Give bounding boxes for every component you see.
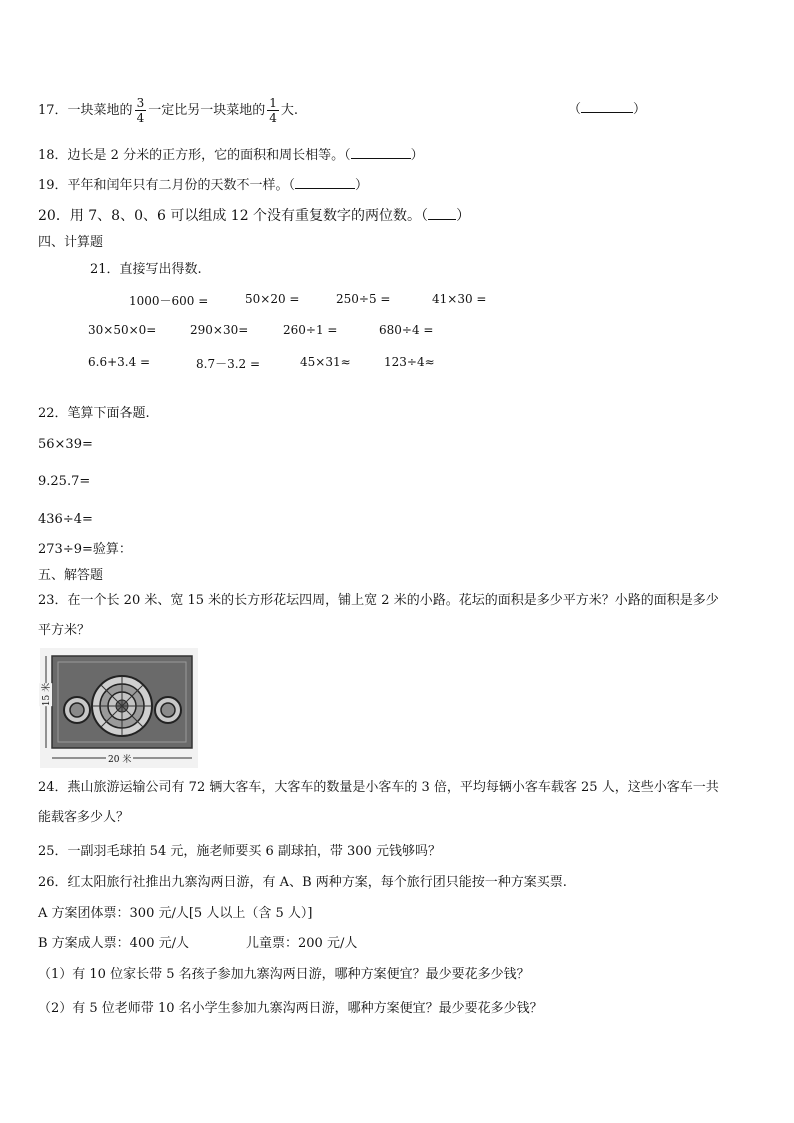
calc-item: 50×20 = — [245, 292, 300, 306]
q24-line2: 能载客多少人？ — [38, 810, 130, 825]
q26-sub1: （1）有 10 位家长带 5 名孩子参加九寨沟两日游，哪种方案便宜？最少要花多少钱？ — [38, 967, 530, 982]
section-4-heading: 四、计算题 — [38, 235, 104, 250]
question-19: 19．平年和闰年只有二月份的天数不一样。（ ） — [38, 178, 369, 193]
question-25: 25．一副羽毛球拍 54 元，施老师要买 6 副球拍，带 300 元钱够吗？ — [38, 844, 441, 859]
question-17 — [38, 96, 298, 125]
calc-item: 123÷4≈ — [384, 355, 435, 369]
q24-line1: 24．燕山旅游运输公司有 72 辆大客车，大客车的数量是小客车的 3 倍，平均每辆小客车载客 25 人，这些小客车一共 — [38, 780, 719, 795]
q26-plan-a: A 方案团体票：300 元/人[5 人以上（含 5 人）] — [38, 906, 313, 921]
flowerbed-figure — [40, 648, 198, 768]
q23-line2: 平方米？ — [38, 623, 91, 638]
q17-number: 17． — [38, 103, 68, 118]
calc-item: 41×30 = — [432, 292, 487, 306]
q22-item: 436÷4= — [38, 512, 93, 527]
calc-item: 8.7－3.2 = — [196, 357, 261, 371]
height-label: 15 米 — [39, 683, 52, 706]
q26-plan-b-child: 儿童票：200 元/人 — [246, 936, 358, 951]
q22-title: 22．笔算下面各题. — [38, 406, 150, 421]
calc-item: 290×30= — [190, 323, 249, 337]
q21-title: 21．直接写出得数. — [90, 262, 202, 277]
q26-intro: 26．红太阳旅行社推出九寨沟两日游，有 A、B 两种方案，每个旅行团只能按一种方案买票. — [38, 875, 567, 890]
calc-item: 45×31≈ — [300, 355, 351, 369]
width-label: 20 米 — [106, 752, 133, 765]
q17-text-b: 一定比另一块菜地的 — [148, 103, 266, 118]
q17-text-a: 一块菜地的 — [67, 103, 133, 118]
q22-item: 273÷9=验算： — [38, 542, 132, 557]
q26-sub2: （2）有 5 位老师带 10 名小学生参加九寨沟两日游，哪种方案便宜？最少要花多少钱？ — [38, 1001, 543, 1016]
calc-item: 250÷5 = — [336, 292, 391, 306]
question-20: 20．用 7、8、0、6 可以组成 12 个没有重复数字的两位数。（ ） — [38, 208, 471, 224]
q26-plan-b-adult: B 方案成人票：400 元/人 — [38, 936, 190, 951]
fraction-3-4: $\frac{3}{4}$ — [136, 96, 145, 125]
q23-line1: 23．在一个长 20 米、宽 15 米的长方形花坛四周，铺上宽 2 米的小路。花坛的面积是多少平方米？小路的面积是多少 — [38, 593, 719, 608]
calc-item: 1000－600 = — [129, 294, 209, 308]
q20-answer-blank[interactable] — [428, 207, 456, 220]
q22-item: 56×39= — [38, 437, 93, 452]
calc-item: 680÷4 = — [379, 323, 434, 337]
calc-item: 260÷1 = — [283, 323, 338, 337]
flowerbed-diagram — [40, 648, 198, 768]
q18-answer-blank[interactable] — [351, 146, 411, 159]
q19-answer-blank[interactable] — [295, 176, 355, 189]
q17-text-c: 大. — [280, 103, 298, 118]
calc-item: 6.6+3.4 = — [88, 355, 151, 369]
question-18: 18．边长是 2 分米的正方形，它的面积和周长相等。（ ） — [38, 148, 424, 163]
q22-item: 9.25.7= — [38, 474, 91, 489]
calc-item: 30×50×0= — [88, 323, 157, 337]
fraction-1-4: $\frac{1}{4}$ — [269, 96, 277, 125]
section-5-heading: 五、解答题 — [38, 568, 104, 583]
q17-answer-blank[interactable]: （ ） — [568, 102, 647, 117]
